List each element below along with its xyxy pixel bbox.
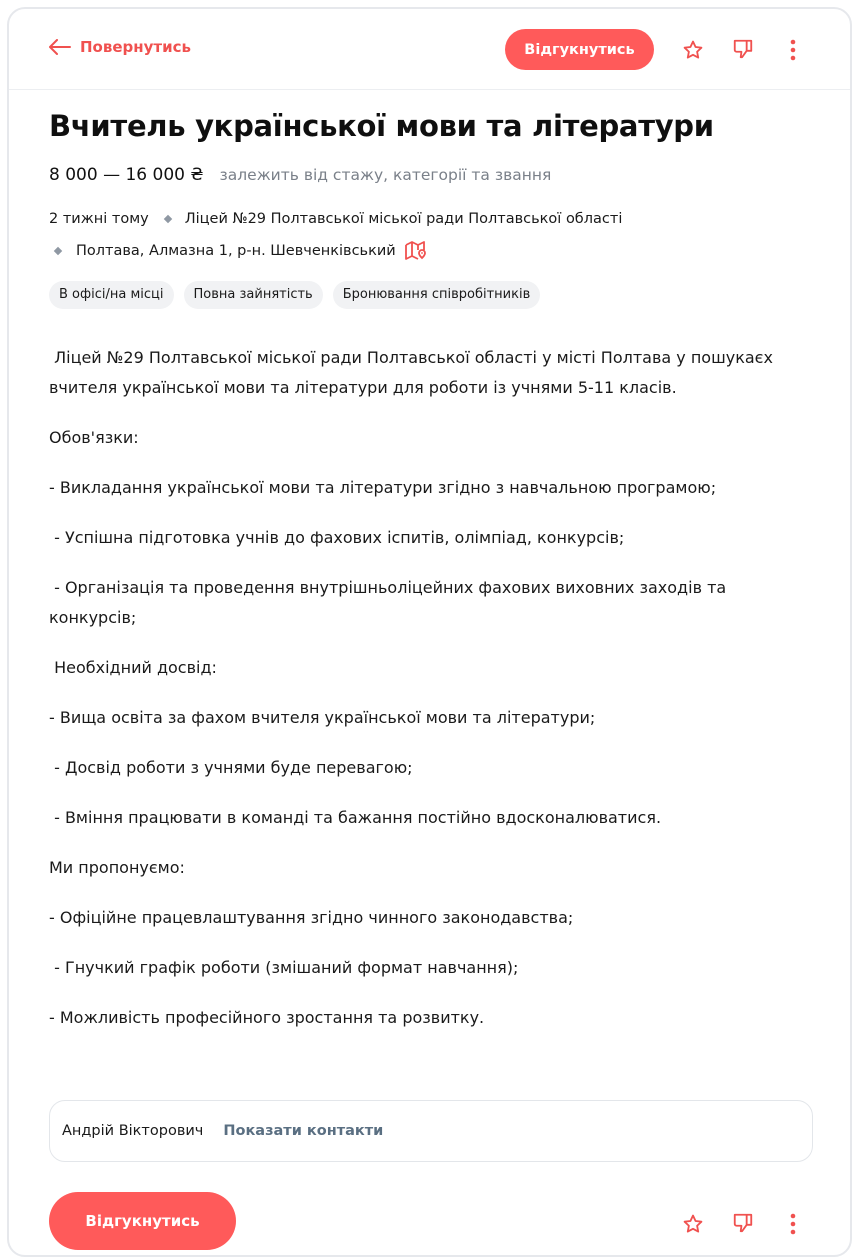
top-bar xyxy=(9,9,850,90)
salary-note: залежить від стажу, категорії та звання xyxy=(219,166,552,184)
back-link-label: Повернутись xyxy=(80,38,191,56)
star-icon[interactable] xyxy=(679,1210,707,1238)
description-paragraph: Необхідний досвід: xyxy=(49,658,217,677)
arrow-left-icon xyxy=(49,39,71,55)
more-vertical-icon[interactable] xyxy=(779,1210,807,1238)
description-paragraph: - Викладання української мови та літератури згідно з навчальною програмою; xyxy=(49,478,717,497)
separator-dot xyxy=(163,215,171,223)
separator-dot xyxy=(54,247,62,255)
contact-box xyxy=(49,1100,813,1162)
meta-row xyxy=(49,211,622,227)
tag: Бронювання співробітників xyxy=(333,281,541,309)
description-paragraph: Обов'язки: xyxy=(49,428,139,447)
description-paragraph: - Організація та проведення внутрішньоліцейних фахових виховних заходів та конкурсів; xyxy=(49,578,732,627)
contact-name: Андрій Вікторович xyxy=(62,1123,204,1139)
salary-row xyxy=(49,165,551,185)
description-paragraph: Ліцей №29 Полтавської міської ради Полтавської області у місті Полтава у пошукаєх вчителя української мови та літератури для роботи із учнями 5-11 класів. xyxy=(49,348,779,397)
apply-button-bottom[interactable]: Відгукнутись xyxy=(49,1192,236,1250)
description-paragraph: - Досвід роботи з учнями буде перевагою; xyxy=(49,758,413,777)
back-link[interactable] xyxy=(49,38,191,56)
job-title: Вчитель української мови та літератури xyxy=(49,109,714,143)
tag: Повна зайнятість xyxy=(184,281,323,309)
job-card xyxy=(7,7,852,1257)
tag: В офісі/на місці xyxy=(49,281,174,309)
salary: 8 000 — 16 000 ₴ xyxy=(49,165,204,185)
description-paragraph: - Вміння працювати в команді та бажання постійно вдосконалюватися. xyxy=(49,808,662,827)
posted-date: 2 тижні тому xyxy=(49,211,149,227)
employer-name[interactable]: Ліцей №29 Полтавської міської ради Полтавської області xyxy=(184,211,623,227)
description-paragraph: - Офіційне працевлаштування згідно чинного законодавства; xyxy=(49,908,574,927)
description-paragraph: - Вища освіта за фахом вчителя української мови та літератури; xyxy=(49,708,596,727)
star-icon[interactable] xyxy=(679,36,707,64)
description-paragraph: Ми пропонуємо: xyxy=(49,858,185,877)
show-contacts-link[interactable]: Показати контакти xyxy=(223,1123,384,1139)
location-row xyxy=(49,241,427,261)
address: Полтава, Алмазна 1, р-н. Шевченківський xyxy=(76,243,396,259)
more-vertical-icon[interactable] xyxy=(779,36,807,64)
tags-row xyxy=(49,281,540,309)
description-paragraph: - Успішна підготовка учнів до фахових іспитів, олімпіад, конкурсів; xyxy=(49,528,625,547)
job-description xyxy=(49,343,809,1053)
description-paragraph: - Можливість професійного зростання та розвитку. xyxy=(49,1008,485,1027)
map-pin-icon[interactable] xyxy=(405,241,427,261)
thumbs-down-icon[interactable] xyxy=(729,35,757,63)
apply-button[interactable]: Відгукнутись xyxy=(505,29,654,70)
thumbs-down-icon[interactable] xyxy=(729,1209,757,1237)
description-paragraph: - Гнучкий графік роботи (змішаний формат навчання); xyxy=(49,958,519,977)
